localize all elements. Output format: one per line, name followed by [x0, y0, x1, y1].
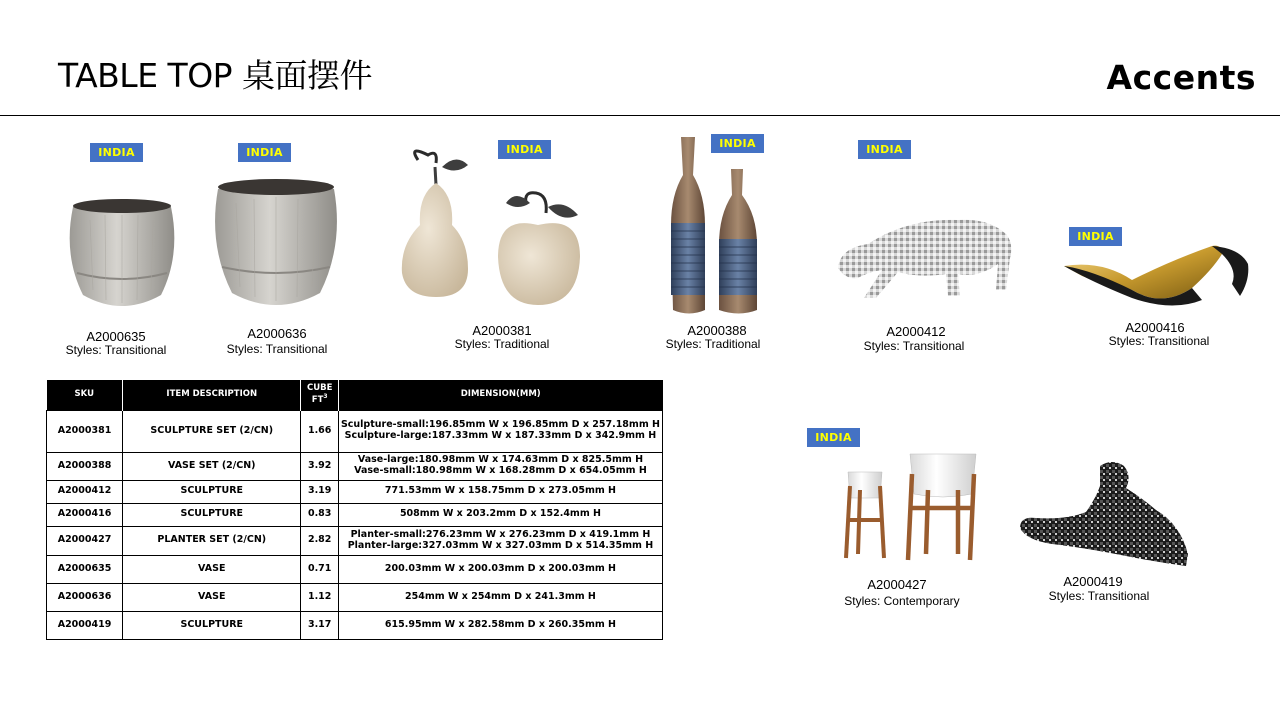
- table-row: [47, 503, 663, 526]
- product-sku: A2000416: [1125, 320, 1185, 335]
- product-style: Styles: Transitional: [1048, 589, 1150, 603]
- cell-sku: A2000427: [47, 526, 123, 555]
- cell-dimension: 254mm W x 254mm D x 241.3mm H: [338, 583, 662, 611]
- cell-sku: A2000635: [47, 555, 123, 583]
- origin-badge: INDIA: [498, 140, 551, 159]
- cell-cube: 3.19: [301, 480, 338, 503]
- product-sku: A2000388: [687, 323, 747, 338]
- cell-cube: 0.83: [301, 503, 338, 526]
- product-sku: A2000419: [1063, 574, 1123, 589]
- dimension-line: Vase-large:180.98mm W x 174.63mm D x 825.5mm H: [357, 454, 644, 466]
- cell-cube: 1.12: [301, 583, 338, 611]
- spec-table: [46, 380, 663, 640]
- cell-cube: 3.17: [301, 611, 338, 639]
- cell-description: SCULPTURE: [123, 480, 301, 503]
- cell-sku: A2000388: [47, 452, 123, 480]
- cell-dimension: 508mm W x 203.2mm D x 152.4mm H: [338, 503, 662, 526]
- cell-sku: A2000419: [47, 611, 123, 639]
- cell-description: SCULPTURE: [123, 611, 301, 639]
- cell-sku: A2000416: [47, 503, 123, 526]
- origin-badge: INDIA: [858, 140, 911, 159]
- pear-apple-sculpture-icon: [398, 145, 588, 310]
- cell-dimension: 615.95mm W x 282.58mm D x 260.35mm H: [338, 611, 662, 639]
- mosaic-panther-black-icon: [1016, 458, 1194, 573]
- cell-sku: A2000381: [47, 410, 123, 452]
- product-style: Styles: Contemporary: [844, 594, 960, 608]
- textured-vase-large-icon: [212, 175, 340, 315]
- header-divider: [0, 115, 1280, 116]
- product-style: Styles: Traditional: [454, 337, 550, 351]
- origin-badge: INDIA: [1069, 227, 1122, 246]
- blue-bottle-vases-icon: [665, 135, 775, 318]
- product-style: Styles: Transitional: [65, 343, 167, 357]
- product-style: Styles: Transitional: [226, 342, 328, 356]
- cell-description: VASE: [123, 555, 301, 583]
- table-row: [47, 555, 663, 583]
- cell-cube: 2.82: [301, 526, 338, 555]
- header-sku: SKU: [47, 380, 123, 410]
- cell-description: PLANTER SET (2/CN): [123, 526, 301, 555]
- product-sku: A2000635: [86, 329, 146, 344]
- table-row: [47, 452, 663, 480]
- cell-cube: 1.66: [301, 410, 338, 452]
- product-style: Styles: Traditional: [665, 337, 761, 351]
- dimension-line: Sculpture-small:196.85mm W x 196.85mm D x 257.18mm H: [340, 419, 660, 431]
- table-row: [47, 410, 663, 452]
- header-dimension: DIMENSION(MM): [338, 380, 662, 410]
- table-header-row: [47, 380, 663, 410]
- planter-stand-set-icon: [840, 450, 980, 568]
- cell-sku: A2000636: [47, 583, 123, 611]
- mosaic-panther-silver-icon: [828, 208, 1018, 308]
- cell-cube: 0.71: [301, 555, 338, 583]
- origin-badge: INDIA: [711, 134, 764, 153]
- header-cube: [301, 380, 338, 410]
- product-style: Styles: Transitional: [1108, 334, 1210, 348]
- cell-description: SCULPTURE: [123, 503, 301, 526]
- cell-dimension: 200.03mm W x 200.03mm D x 200.03mm H: [338, 555, 662, 583]
- origin-badge: INDIA: [90, 143, 143, 162]
- dimension-line: Vase-small:180.98mm W x 168.28mm D x 654.05mm H: [354, 465, 647, 476]
- dimension-line: Sculpture-large:187.33mm W x 187.33mm D x 342.9mm H: [344, 430, 657, 441]
- product-sku: A2000636: [247, 326, 307, 341]
- cell-cube: 3.92: [301, 452, 338, 480]
- table-row: [47, 480, 663, 503]
- cell-dimension: [338, 526, 662, 555]
- product-sku: A2000427: [867, 577, 927, 592]
- cell-dimension: [338, 452, 662, 480]
- dimension-line: Planter-small:276.23mm W x 276.23mm D x 419.1mm H: [350, 528, 651, 540]
- gold-leaf-sculpture-icon: [1062, 240, 1252, 312]
- cell-dimension: 771.53mm W x 158.75mm D x 273.05mm H: [338, 480, 662, 503]
- product-sku: A2000381: [472, 323, 532, 338]
- brand-logo: Accents: [1106, 58, 1256, 97]
- page-title: TABLE TOP 桌面摆件: [58, 56, 373, 95]
- table-row: [47, 526, 663, 555]
- table-row: [47, 583, 663, 611]
- origin-badge: INDIA: [807, 428, 860, 447]
- header-cube-exp: 3: [323, 392, 328, 400]
- dimension-line: Planter-large:327.03mm W x 327.03mm D x 514.35mm H: [347, 539, 654, 551]
- cell-description: VASE SET (2/CN): [123, 452, 301, 480]
- cell-sku: A2000412: [47, 480, 123, 503]
- textured-vase-small-icon: [65, 195, 180, 315]
- header-cube-label: CUBE: [306, 383, 333, 394]
- product-sku: A2000412: [886, 324, 946, 339]
- header-cube-unit: FT: [311, 394, 324, 405]
- header-description: ITEM DESCRIPTION: [123, 380, 301, 410]
- cell-description: VASE: [123, 583, 301, 611]
- table-row: [47, 611, 663, 639]
- cell-dimension: [338, 410, 662, 452]
- origin-badge: INDIA: [238, 143, 291, 162]
- cell-description: SCULPTURE SET (2/CN): [123, 410, 301, 452]
- product-style: Styles: Transitional: [863, 339, 965, 353]
